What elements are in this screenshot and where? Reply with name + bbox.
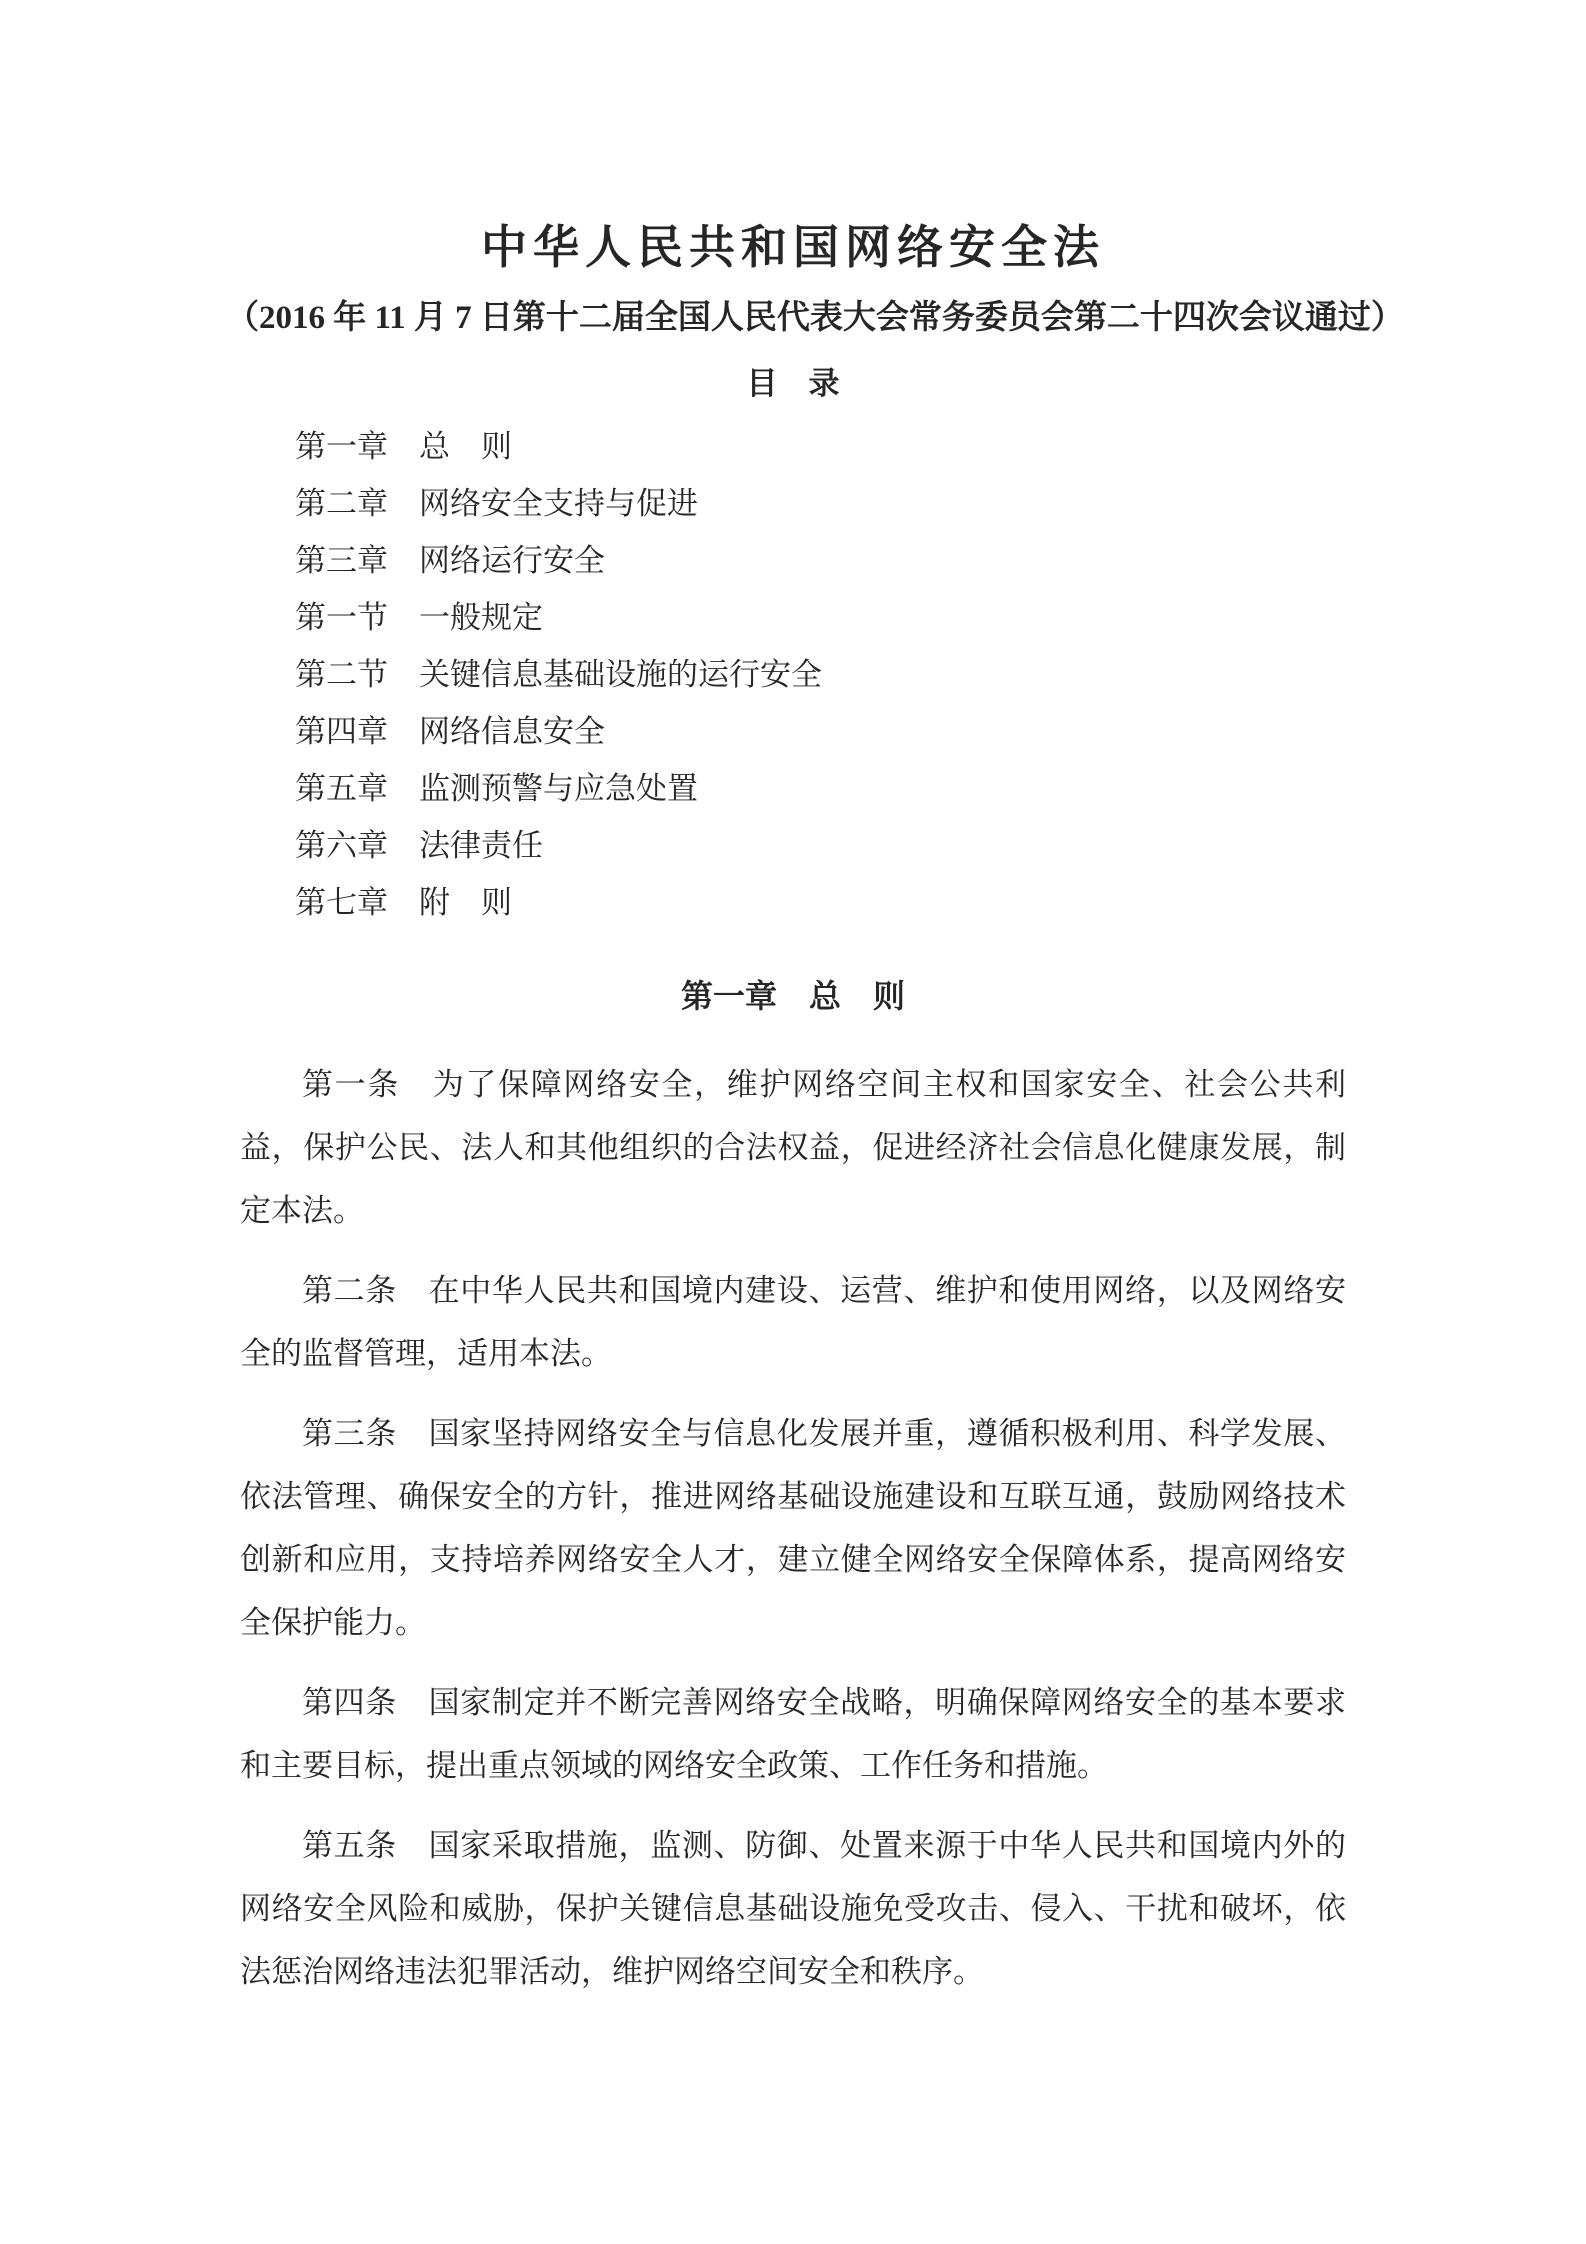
article-paragraph: 第二条 在中华人民共和国境内建设、运营、维护和使用网络，以及网络安全的监督管理，适用本法。 bbox=[240, 1273, 1346, 1371]
toc-item: 第七章 附 则 bbox=[295, 885, 512, 920]
toc-item: 第一节 一般规定 bbox=[295, 600, 543, 635]
toc-heading: 目 录 bbox=[746, 366, 840, 401]
toc-item: 第一章 总 则 bbox=[295, 429, 512, 464]
document-subtitle: （2016 年 11 月 7 日第十二届全国人民代表大会常务委员会第二十四次会议通过） bbox=[226, 300, 1404, 336]
toc-item: 第二章 网络安全支持与促进 bbox=[295, 486, 698, 521]
article-paragraph: 第五条 国家采取措施，监测、防御、处置来源于中华人民共和国境内外的网络安全风险和威胁，保护关键信息基础设施免受攻击、侵入、干扰和破坏，依法惩治网络违法犯罪活动，维护网络空间安全和秩序。 bbox=[240, 1828, 1346, 1989]
article-paragraph: 第三条 国家坚持网络安全与信息化发展并重，遵循积极利用、科学发展、依法管理、确保安全的方针，推进网络基础设施建设和互联互通，鼓励网络技术创新和应用，支持培养网络安全人才，建立健全网络安全保障体系，提高网络安全保护能力。 bbox=[240, 1416, 1346, 1640]
article-paragraph: 第一条 为了保障网络安全，维护网络空间主权和国家安全、社会公共利益，保护公民、法人和其他组织的合法权益，促进经济社会信息化健康发展，制定本法。 bbox=[240, 1067, 1346, 1228]
articles-section bbox=[240, 1053, 1346, 2003]
table-of-contents bbox=[240, 418, 1346, 931]
chapter-heading: 第一章 总 则 bbox=[680, 978, 905, 1014]
toc-item: 第三章 网络运行安全 bbox=[295, 543, 605, 578]
document-title: 中华人民共和国网络安全法 bbox=[481, 222, 1105, 273]
toc-item: 第六章 法律责任 bbox=[295, 828, 543, 863]
toc-item: 第五章 监测预警与应急处置 bbox=[295, 771, 698, 806]
toc-item: 第四章 网络信息安全 bbox=[295, 714, 605, 749]
toc-item: 第二节 关键信息基础设施的运行安全 bbox=[295, 657, 822, 692]
article-paragraph: 第四条 国家制定并不断完善网络安全战略，明确保障网络安全的基本要求和主要目标，提出重点领域的网络安全政策、工作任务和措施。 bbox=[240, 1685, 1346, 1783]
